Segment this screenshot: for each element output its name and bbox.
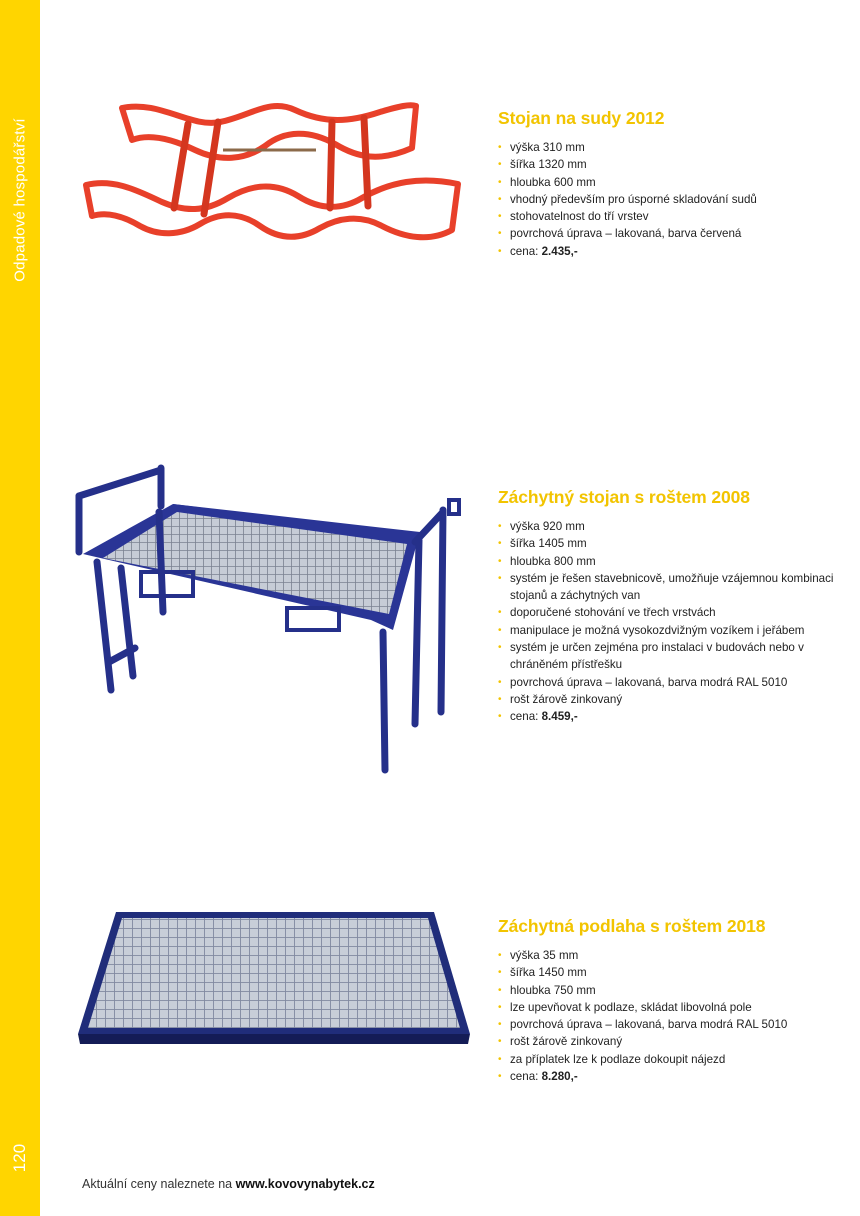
spec-item: • výška 310 mm [498, 139, 838, 156]
price-label: cena: [510, 244, 542, 258]
product-spill-stand [498, 487, 838, 726]
spec-item: • hloubka 600 mm [498, 174, 838, 191]
footer-note [82, 1177, 375, 1191]
spec-list [498, 947, 838, 1085]
spec-item: • šířka 1405 mm [498, 535, 838, 552]
spec-item: • za příplatek lze k podlaze dokoupit nájezd [498, 1051, 838, 1068]
spec-item: • povrchová úprava – lakovaná, barva modrá RAL 5010 [498, 1016, 838, 1033]
product-title: Stojan na sudy 2012 [498, 108, 665, 128]
spec-list [498, 518, 838, 726]
spec-item: • povrchová úprava – lakovaná, barva modrá RAL 5010 [498, 674, 838, 691]
spec-item: • doporučené stohování ve třech vrstvách [498, 604, 838, 621]
section-title: Odpadové hospodářství [11, 118, 29, 282]
price-value: 2.435,- [541, 244, 578, 258]
spec-item: • povrchová úprava – lakovaná, barva červená [498, 225, 838, 242]
price-item [498, 1068, 838, 1085]
spec-list [498, 139, 838, 260]
product-barrel-rack [498, 108, 838, 260]
sidebar-band [0, 0, 40, 1216]
price-value: 8.459,- [541, 710, 578, 724]
spec-item: • systém je řešen stavebnicově, umožňuje vzájemnou kombinaci stojanů a záchytných van [498, 570, 838, 605]
spec-item: • stohovatelnost do tří vrstev [498, 208, 838, 225]
spec-item: • výška 35 mm [498, 947, 838, 964]
price-item [498, 243, 838, 260]
price-value: 8.280,- [541, 1070, 578, 1084]
product-spill-floor [498, 916, 838, 1085]
product-title: Záchytný stojan s roštem 2008 [498, 487, 750, 507]
spec-item: • manipulace je možná vysokozdvižným vozíkem i jeřábem [498, 622, 838, 639]
spec-item: • šířka 1450 mm [498, 964, 838, 981]
page-number: 120 [10, 1143, 29, 1173]
spec-item: • rošt žárově zinkovaný [498, 691, 838, 708]
price-item [498, 708, 838, 725]
spec-item: • šířka 1320 mm [498, 156, 838, 173]
website-link[interactable]: www.kovovynabytek.cz [235, 1177, 375, 1191]
price-label: cena: [510, 1070, 542, 1084]
price-label: cena: [510, 710, 542, 724]
footer-text: Aktuální ceny naleznete na [82, 1177, 236, 1191]
spec-item: • lze upevňovat k podlaze, skládat libovolná pole [498, 999, 838, 1016]
red-barrel-rack-image [80, 100, 465, 250]
spec-item: • hloubka 800 mm [498, 553, 838, 570]
spec-item: • vhodný především pro úsporné skladování sudů [498, 191, 838, 208]
spec-item: • výška 920 mm [498, 518, 838, 535]
product-title: Záchytná podlaha s roštem 2018 [498, 916, 766, 936]
spec-item: • hloubka 750 mm [498, 982, 838, 999]
blue-spill-floor-image [78, 910, 470, 1045]
spec-item: • systém je určen zejména pro instalaci v budovách nebo v chráněném přístřešku [498, 639, 838, 674]
spec-item: • rošt žárově zinkovaný [498, 1033, 838, 1050]
blue-spill-stand-image [75, 462, 465, 777]
